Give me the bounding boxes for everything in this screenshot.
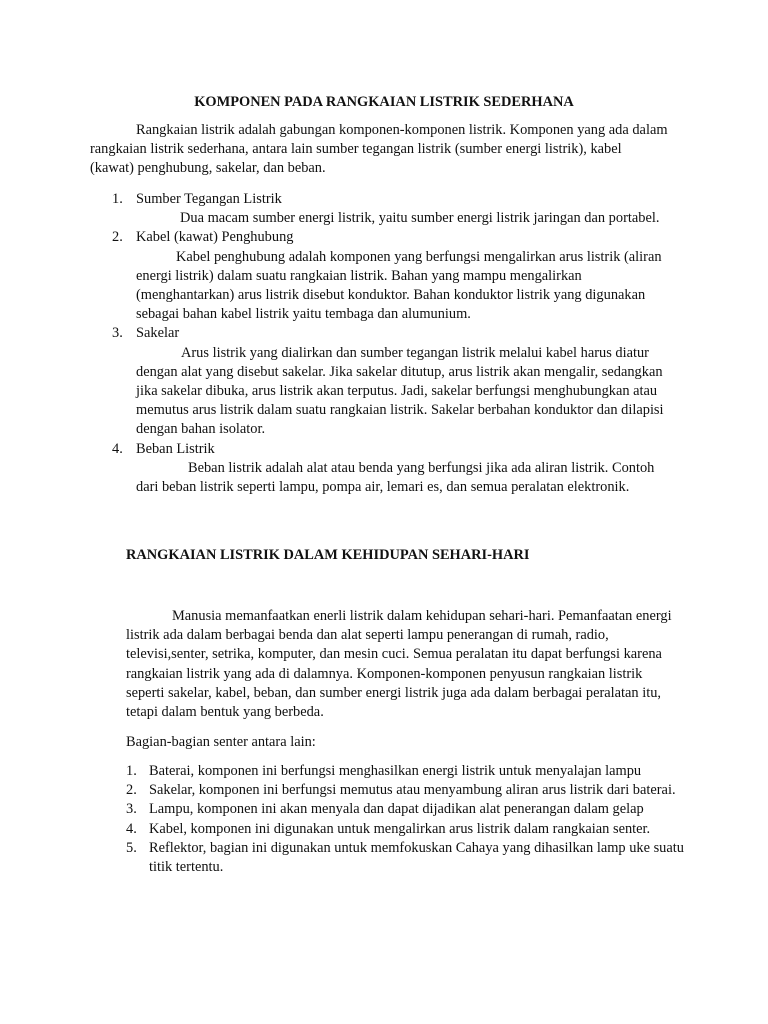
list-item: [126, 762, 686, 781]
list-item: [90, 440, 680, 498]
list-number: 1.: [112, 191, 123, 207]
component-heading: Sumber Tegangan Listrik: [136, 191, 282, 207]
list-item-text: Lampu, komponen ini akan menyala dan dapat dijadikan alat penerangan dalam gelap: [149, 801, 644, 818]
list-item: [126, 839, 686, 877]
section-title: RANGKAIAN LISTRIK DALAM KEHIDUPAN SEHARI-HARI: [126, 547, 530, 563]
list-item: [126, 820, 686, 839]
list-number: 4.: [126, 820, 137, 837]
list-item-text: Reflektor, bagian ini digunakan untuk memfokuskan Cahaya yang dihasilkan lamp uke suatu titik tertentu.: [149, 839, 684, 876]
flashlight-parts-list: [126, 762, 686, 877]
list-number: 5.: [126, 839, 137, 856]
list-number: 3.: [126, 801, 137, 818]
list-item: [90, 228, 680, 324]
flashlight-lead-text: Bagian-bagian senter antara lain:: [126, 734, 316, 750]
component-description: Kabel penghubung adalah komponen yang berfungsi mengalirkan arus listrik (aliran energi listrik) dalam suatu rangkaian listrik. Bahan yang mampu mengalirkan (menghantarkan) arus listrik disebut konduktor. Bahan konduktor listrik yang digunakan sebagai bahan kabel listrik yaitu tembaga dan alumunium.: [136, 248, 662, 323]
list-item: [90, 190, 680, 228]
component-description: Beban listrik adalah alat atau benda yang berfungsi jika ada aliran listrik. Contoh dari beban listrik seperti lampu, pompa air, lemari es, dan semua peralatan elektronik.: [136, 459, 655, 496]
list-item-text: Sakelar, komponen ini berfungsi memutus atau menyambung aliran arus listrik dari baterai.: [149, 782, 676, 799]
list-number: 2.: [112, 229, 123, 246]
component-description: Arus listrik yang dialirkan dan sumber tegangan listrik melalui kabel harus diatur dengan alat yang disebut sakelar. Jika sakelar ditutup, arus listrik akan mengalir, sedangkan jika sakelar dibuka, arus listrik akan terputus. Jadi, sakelar berfungsi menghubungkan atau memutus arus listrik dalam suatu rangkaian listrik. Sakelar berbahan konduktor dan dilapisi dengan bahan isolator.: [136, 344, 664, 438]
document-title: KOMPONEN PADA RANGKAIAN LISTRIK SEDERHANA: [194, 94, 574, 110]
list-number: 2.: [126, 782, 137, 799]
component-description: Dua macam sumber energi listrik, yaitu sumber energi listrik jaringan dan portabel.: [180, 210, 660, 227]
list-item-text: Kabel, komponen ini digunakan untuk mengalirkan arus listrik dalam rangkaian senter.: [149, 820, 651, 837]
intro-paragraph: Rangkaian listrik adalah gabungan komponen-komponen listrik. Komponen yang ada dalam rangkaian listrik sederhana, antara lain sumber tegangan listrik (sumber energi listrik), kabel (kawat) penghubung, sakelar, dan beban.: [90, 122, 668, 177]
component-heading: Kabel (kawat) Penghubung: [136, 229, 294, 246]
list-number: 1.: [126, 763, 137, 779]
list-number: 4.: [112, 440, 123, 457]
list-item: [126, 800, 686, 819]
list-item: [126, 781, 686, 800]
component-heading: Beban Listrik: [136, 440, 215, 457]
list-number: 3.: [112, 325, 123, 342]
list-item: [90, 324, 680, 439]
section-paragraph: Manusia memanfaatkan enerli listrik dalam kehidupan sehari-hari. Pemanfaatan energi listrik ada dalam berbagai benda dan alat seperti lampu penerangan di rumah, radio, televisi,senter, setrika, komputer, dan mesin cuci. Semua peralatan itu dapat berfungsi karena rangkaian listrik yang ada di dalamnya. Komponen-komponen penyusun rangkaian listrik seperti sakelar, kabel, beban, dan sumber energi listrik juga ada dalam berbagai peralatan itu, tetapi dalam bentuk yang berbeda.: [126, 608, 672, 721]
component-heading: Sakelar: [136, 325, 180, 342]
list-item-text: Baterai, komponen ini berfungsi menghasilkan energi listrik untuk menyalajan lampu: [149, 763, 642, 779]
components-list: [90, 190, 680, 497]
